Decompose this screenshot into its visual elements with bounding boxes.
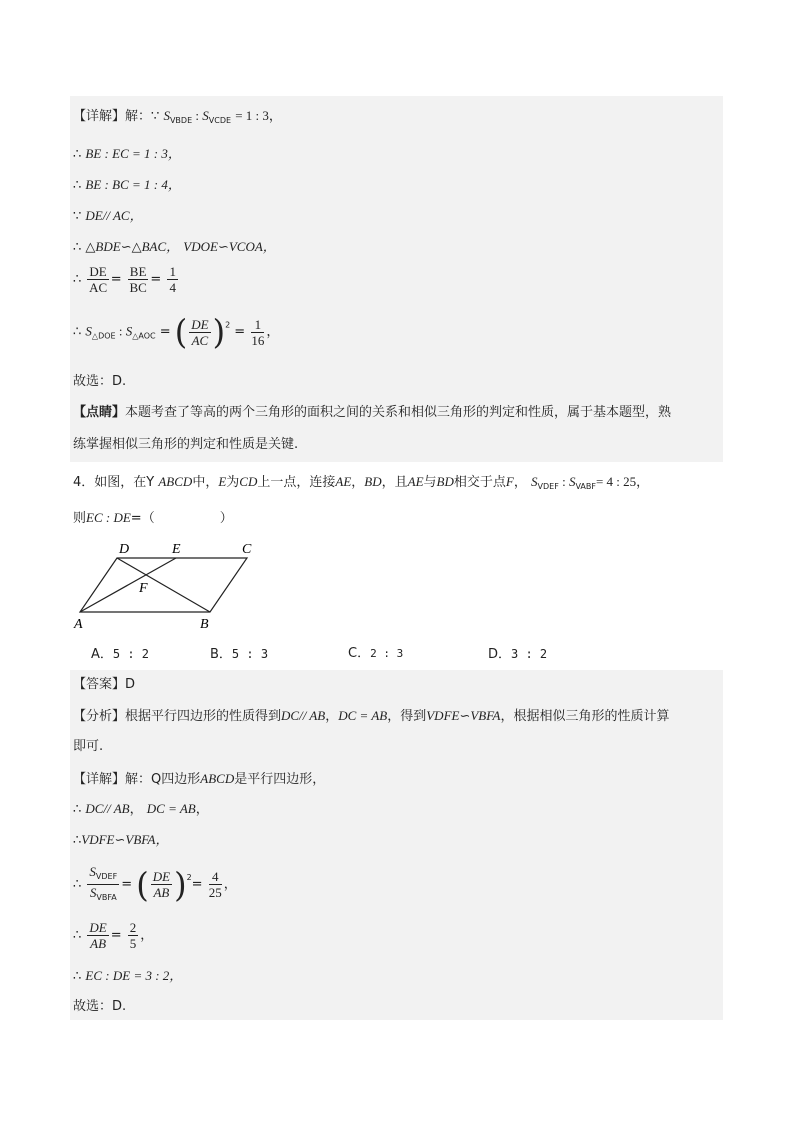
point-label-b: B [200, 617, 209, 632]
q4-detail-line-4: ∴ $S_{VDEF}$ $S_{VBFA}$ = ( $\frac{DE}{AB}$ )$^2$= $\frac{4}{25}$ ， [73, 864, 237, 905]
q3-detail-line-5: ∴ △BDE∽△BAC， VDOE∽VCOA， [73, 239, 276, 255]
q3-detail-line-4: ∵ DE// AC， [73, 208, 143, 224]
fraction-be-bc: $\frac{BE}{BC}$ [129, 264, 147, 295]
q4-choice: 故选：D. [73, 999, 127, 1014]
q3-note-line-2: 练掌握相似三角形的判定和性质是关键. [73, 437, 299, 452]
q4-option-c[interactable]: C．2 : 3 [348, 646, 404, 661]
q4-analysis-line-1: 【分析】根据平行四边形的性质得到DC// AB，DC = AB，得到VDFE∽VBFA，根据相似三角形的性质计算 [73, 708, 670, 724]
fraction-de-ab: $\frac{DE}{AB}$ [89, 920, 107, 951]
fraction-de-ac-squared: $\frac{DE}{AC}$ [191, 316, 209, 348]
point-label-e: E [172, 542, 181, 557]
q4-option-b[interactable]: B．5 : 3 [210, 647, 269, 662]
q3-detail-line-6: ∴ $\frac{DE}{AC}$ = $\frac{BE}{BC}$ = $\frac{1}{4}$ [73, 264, 176, 295]
fraction-1-4: $\frac{1}{4}$ [169, 264, 176, 295]
q4-stem-line-2: 则EC : DE=（ ） [73, 510, 233, 526]
q4-stem-line-1: 4．如图，在Y ABCD中，E为CD上一点，连接AE，BD，且AE与BD相交于点F， $S_{VDEF}$ : $S_{VABF}= 4$ : 25， [73, 474, 650, 491]
q4-detail-line-5: ∴ $\frac{DE}{AB}$ = $\frac{2}{5}$ ， [73, 920, 154, 951]
q4-detail-line-2: ∴ DC// AB， DC = AB， [73, 801, 209, 817]
q3-detail-line-1: 【详解】解：∵ $S_{VBDE}$ : $S_{VCDE} = 1$ : 3， [73, 108, 282, 125]
fraction-de-ac: $\frac{DE}{AC}$ [89, 264, 108, 295]
point-label-d: D [119, 542, 130, 557]
point-label-f: F [139, 581, 148, 596]
q4-option-d[interactable]: D．3 : 2 [488, 647, 548, 662]
q3-detail-line-7: ∴ $S_{\triangle DOE}$ : $S_{\triangle AOC}$ = ( $\frac{DE}{AC}$ )$^2$ = $\frac{1}{16}$ ， [73, 312, 280, 352]
q3-note-line-1: 【点睛】本题考查了等高的两个三角形的面积之间的关系和相似三角形的判定和性质，属于基本题型，熟 [73, 405, 672, 420]
fraction-4-25: $\frac{4}{25}$ [208, 869, 222, 900]
q4-detail-line-3: ∴VDFE∽VBFA， [73, 832, 169, 848]
segment-bd [117, 558, 210, 612]
q4-option-a[interactable]: A．5 : 2 [91, 647, 150, 662]
q3-choice: 故选：D. [73, 374, 127, 389]
segment-ae [80, 558, 176, 612]
q3-detail-line-3: ∴ BE : BC = 1 : 4， [73, 177, 181, 193]
q4-analysis-line-2: 即可. [73, 739, 104, 754]
fraction-1-16: $\frac{1}{16}$ [251, 316, 265, 348]
q4-answer: 【答案】D [73, 677, 136, 692]
point-label-c: C [242, 542, 252, 557]
parallelogram-figure [70, 538, 270, 634]
fraction-2-5: $\frac{2}{5}$ [129, 920, 137, 951]
q4-detail-line-6: ∴ EC : DE = 3 : 2， [73, 968, 183, 984]
q4-detail-line-1: 【详解】解：Q四边形ABCD是平行四边形， [73, 771, 326, 787]
fraction-de-ab-squared: $\frac{DE}{AB}$ [152, 869, 171, 900]
point-label-a: A [74, 617, 83, 632]
q3-detail-line-2: ∴ BE : EC = 1 : 3， [73, 146, 181, 162]
fraction-s-ratio: $S_{VDEF}$ $S_{VBFA}$ [89, 864, 118, 902]
